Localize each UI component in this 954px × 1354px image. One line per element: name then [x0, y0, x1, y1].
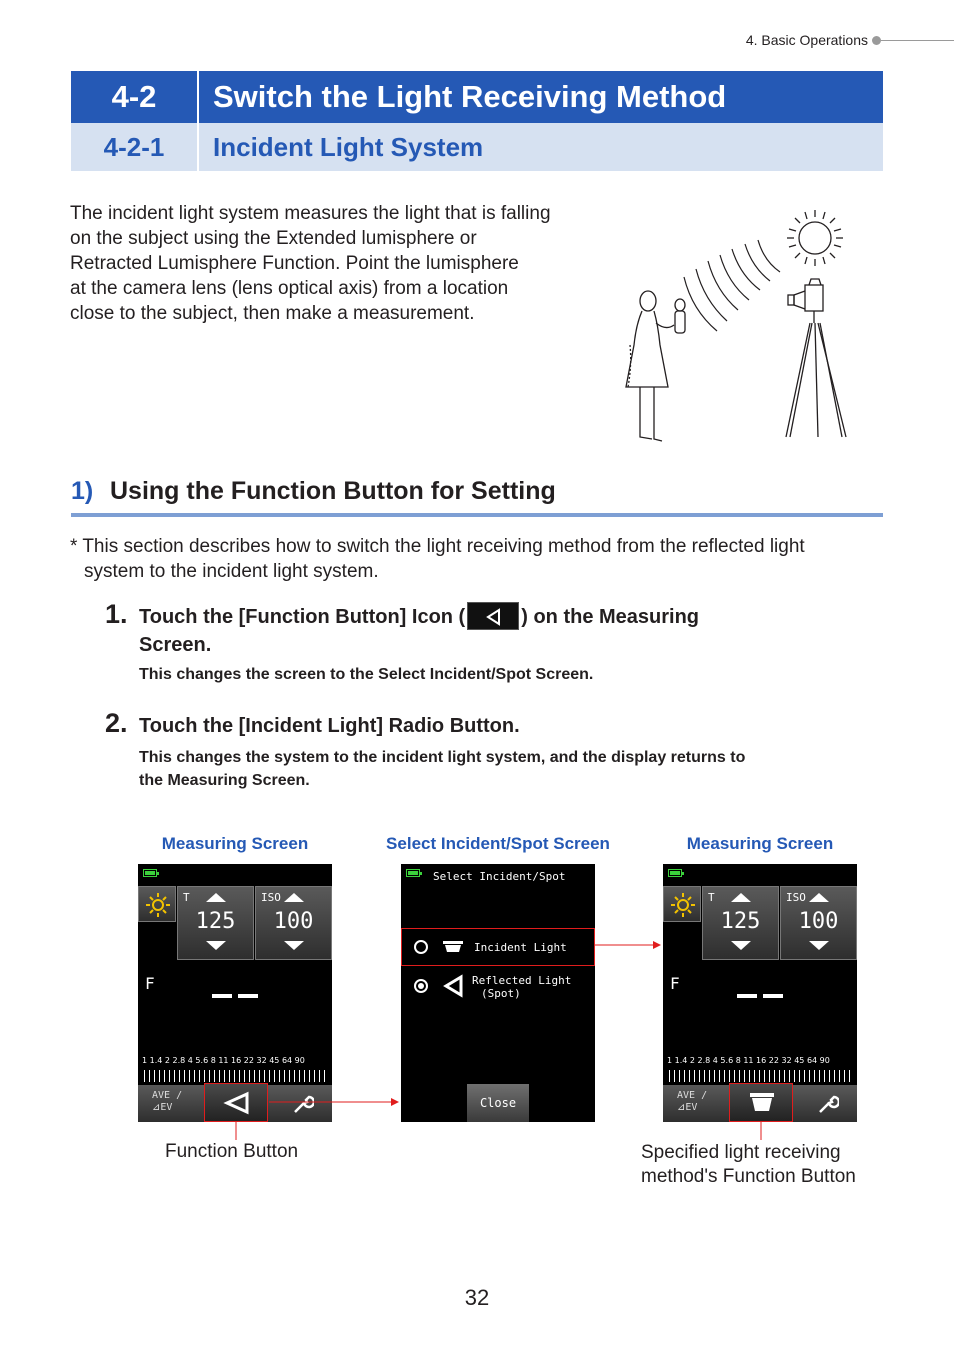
step-1-title-part: ) on the Measuring	[521, 606, 700, 628]
aperture-scale-ticks	[669, 1070, 853, 1082]
note-line: system to the incident light system.	[84, 561, 379, 582]
aperture-scale-labels: 1 1.4 2 2.8 4 5.6 8 11 16 22 32 45 64 90	[667, 1056, 830, 1065]
ave-ev-button[interactable]	[152, 1090, 182, 1114]
ave-label: AVE /	[677, 1090, 708, 1101]
down-arrow-icon[interactable]	[731, 941, 751, 950]
f-number-dashes	[737, 994, 783, 998]
down-arrow-icon[interactable]	[206, 941, 226, 950]
screen-caption: Select Incident/Spot Screen	[386, 834, 610, 853]
subsection-number: 4-2-1	[71, 123, 199, 171]
function-button[interactable]	[204, 1083, 268, 1122]
wrench-icon[interactable]	[817, 1093, 839, 1115]
iso-tile[interactable]	[780, 886, 857, 960]
intro-line: The incident light system measures the light that is falling	[70, 203, 551, 224]
aperture-scale-labels: 1 1.4 2 2.8 4 5.6 8 11 16 22 32 45 64 90	[142, 1056, 305, 1065]
incident-light-icon	[440, 937, 466, 957]
shutter-label: T	[183, 891, 190, 904]
step-2-number: 2.	[105, 708, 128, 738]
chapter-breadcrumb	[0, 32, 954, 50]
section-heading	[71, 477, 883, 517]
screen-caption: Measuring Screen	[161, 834, 309, 853]
iso-label: ISO	[786, 891, 806, 904]
function-button-icon	[467, 602, 519, 630]
step-1-number: 1.	[105, 599, 128, 629]
section-title: Switch the Light Receiving Method	[213, 79, 727, 114]
intro-line: on the subject using the Extended lumisphere or	[70, 228, 477, 249]
incident-radio-button[interactable]	[414, 940, 428, 954]
shutter-value: 125	[195, 909, 236, 934]
step-1-title-part: Screen.	[139, 634, 212, 656]
ave-label: AVE /	[152, 1090, 183, 1101]
shutter-speed-tile[interactable]	[177, 886, 254, 960]
ave-ev-button[interactable]	[677, 1090, 707, 1114]
specified-button-caption	[641, 1141, 901, 1189]
sun-icon	[664, 887, 702, 923]
down-arrow-icon[interactable]	[809, 941, 829, 950]
iso-value: 100	[798, 909, 839, 934]
function-button-caption: Function Button	[165, 1141, 299, 1162]
incident-light-icon	[730, 1084, 794, 1122]
light-source-button[interactable]	[138, 886, 176, 922]
step-1-title	[139, 603, 799, 659]
heading-number: 1)	[71, 477, 94, 505]
light-waves	[684, 240, 780, 331]
subsection-title: Incident Light System	[213, 132, 484, 162]
battery-icon	[668, 869, 682, 877]
light-meter-icon	[675, 299, 685, 333]
spot-label: (Spot)	[481, 987, 521, 1000]
reflected-light-icon	[441, 974, 467, 998]
incident-light-option[interactable]	[401, 928, 595, 966]
measuring-screen-after	[663, 864, 857, 1122]
section-number: 4-2	[71, 71, 199, 123]
step-2-description	[139, 746, 859, 792]
function-button[interactable]	[729, 1083, 793, 1122]
sun-icon	[787, 210, 843, 266]
sun-icon	[139, 887, 177, 923]
section-title-band	[71, 71, 883, 123]
illustration-svg	[612, 205, 862, 445]
close-button[interactable]: Close	[467, 1084, 529, 1122]
bullet-dot	[872, 36, 881, 45]
f-number-label: F	[145, 974, 155, 993]
note-paragraph	[70, 534, 890, 584]
specified-caption-line: Specified light receiving	[641, 1142, 841, 1163]
select-incident-spot-screen	[401, 864, 595, 1122]
light-source-button[interactable]	[663, 886, 701, 922]
page-number: 32	[464, 1285, 490, 1310]
f-number-dashes	[212, 994, 258, 998]
intro-paragraph	[70, 201, 600, 326]
incident-light-label: Incident Light	[474, 941, 567, 954]
ev-label: ⊿EV	[677, 1102, 698, 1113]
ev-label: ⊿EV	[152, 1102, 173, 1113]
step-2-description-line: the Measuring Screen.	[139, 772, 310, 789]
person-figure	[626, 291, 674, 441]
note-line: * This section describes how to switch the light receiving method from the reflected light	[70, 536, 805, 557]
step-1-description: This changes the screen to the Select Incident/Spot Screen.	[139, 666, 594, 683]
shutter-value: 125	[720, 909, 761, 934]
measuring-screen-before	[138, 864, 332, 1122]
up-arrow-icon[interactable]	[809, 893, 829, 902]
step-2-description-line: This changes the system to the incident light system, and the display returns to	[139, 749, 746, 766]
reflected-radio-button[interactable]	[414, 979, 428, 993]
reflected-light-icon	[205, 1084, 269, 1122]
iso-tile[interactable]	[255, 886, 332, 960]
reflected-light-label: Reflected Light	[472, 974, 572, 987]
step-1-title-part: Touch the [Function Button] Icon (	[139, 606, 466, 628]
subsection-title-band	[71, 123, 883, 171]
step-2-title: Touch the [Incident Light] Radio Button.	[139, 715, 520, 737]
specified-caption-line: method's Function Button	[641, 1166, 856, 1187]
shutter-speed-tile[interactable]	[702, 886, 779, 960]
iso-label: ISO	[261, 891, 281, 904]
camera-icon	[788, 279, 823, 311]
f-number-label: F	[670, 974, 680, 993]
up-arrow-icon[interactable]	[731, 893, 751, 902]
aperture-scale-ticks	[144, 1070, 328, 1082]
intro-line: Retracted Lumisphere Function. Point the lumisphere	[70, 253, 519, 274]
select-screen-title: Select Incident/Spot	[433, 870, 566, 883]
battery-icon	[143, 869, 157, 877]
up-arrow-icon[interactable]	[284, 893, 304, 902]
intro-line: at the camera lens (lens optical axis) from a location	[70, 278, 509, 299]
intro-line: close to the subject, then make a measurement.	[70, 303, 475, 324]
heading-title: Using the Function Button for Setting	[110, 477, 556, 505]
tripod	[786, 311, 846, 437]
wrench-icon[interactable]	[292, 1093, 314, 1115]
chapter-label: 4. Basic Operations	[745, 32, 868, 48]
iso-value: 100	[273, 909, 314, 934]
shutter-label: T	[708, 891, 715, 904]
battery-icon	[406, 869, 420, 877]
divider-line	[881, 40, 954, 41]
screen-caption: Measuring Screen	[686, 834, 834, 853]
incident-light-illustration	[612, 205, 862, 445]
up-arrow-icon[interactable]	[206, 893, 226, 902]
down-arrow-icon[interactable]	[284, 941, 304, 950]
